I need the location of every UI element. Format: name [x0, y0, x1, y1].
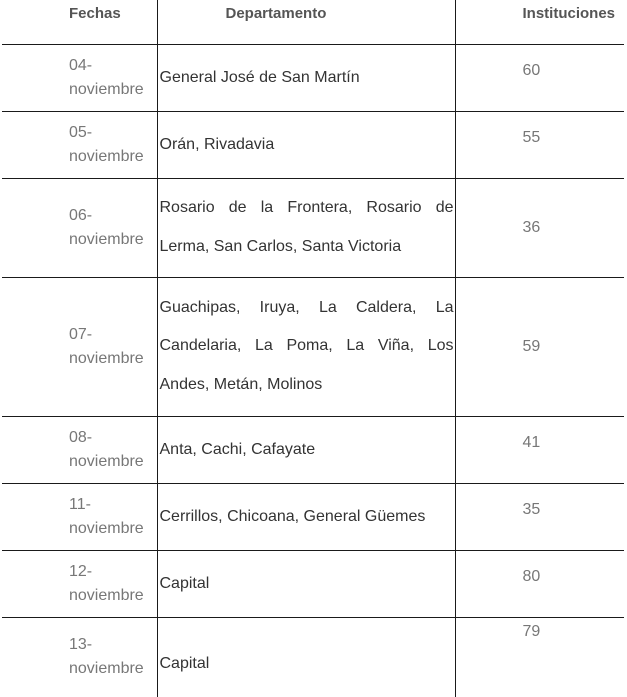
instituciones-cell: 60: [455, 44, 624, 111]
fecha-cell: [2, 111, 157, 178]
fecha-day: 04-: [69, 56, 93, 74]
fecha-month: noviembre: [69, 80, 144, 98]
fecha-month: noviembre: [69, 230, 144, 248]
fecha-day: 11-: [69, 495, 91, 513]
instituciones-cell: 36: [455, 178, 624, 277]
instituciones-cell: 35: [455, 483, 624, 550]
departamento-cell: Capital: [157, 617, 455, 697]
fecha-month: noviembre: [69, 147, 144, 165]
departamento-cell: Capital: [157, 550, 455, 617]
table-row: [2, 178, 624, 277]
instituciones-cell: 41: [455, 416, 624, 483]
fecha-cell: [2, 617, 157, 697]
fecha-day: 08-: [69, 428, 93, 446]
fecha-cell: [2, 416, 157, 483]
departamento-cell: Rosario de la Frontera, Rosario de Lerma, San Carlos, Santa Victoria: [157, 178, 455, 277]
schedule-table: [2, 0, 624, 697]
table-row: [2, 277, 624, 416]
instituciones-cell: 79: [455, 617, 624, 697]
instituciones-cell: 59: [455, 277, 624, 416]
table-row: [2, 550, 624, 617]
departamento-cell: Guachipas, Iruya, La Caldera, La Candelaria, La Poma, La Viña, Los Andes, Metán, Molinos: [157, 277, 455, 416]
fecha-day: 07-: [69, 325, 93, 343]
instituciones-cell: 80: [455, 550, 624, 617]
fecha-month: noviembre: [69, 586, 144, 604]
header-departamento: Departamento: [157, 0, 455, 44]
departamento-cell: General José de San Martín: [157, 44, 455, 111]
fecha-day: 12-: [69, 562, 93, 580]
fecha-month: noviembre: [69, 519, 144, 537]
fecha-cell: [2, 277, 157, 416]
fecha-month: noviembre: [69, 660, 144, 678]
fecha-cell: [2, 483, 157, 550]
fecha-month: noviembre: [69, 452, 144, 470]
departamento-cell: Anta, Cachi, Cafayate: [157, 416, 455, 483]
header-fechas: Fechas: [2, 0, 157, 44]
table-row: [2, 483, 624, 550]
table-row: [2, 416, 624, 483]
table-header-row: [2, 0, 624, 44]
fecha-day: 13-: [69, 636, 93, 654]
departamento-cell: Cerrillos, Chicoana, General Güemes: [157, 483, 455, 550]
fecha-day: 06-: [69, 206, 93, 224]
fecha-month: noviembre: [69, 349, 144, 367]
fecha-cell: [2, 178, 157, 277]
instituciones-cell: 55: [455, 111, 624, 178]
fecha-cell: [2, 44, 157, 111]
header-instituciones: Instituciones: [455, 0, 624, 44]
table-row: [2, 617, 624, 697]
fecha-day: 05-: [69, 123, 93, 141]
fecha-cell: [2, 550, 157, 617]
table-row: [2, 44, 624, 111]
table-row: [2, 111, 624, 178]
departamento-cell: Orán, Rivadavia: [157, 111, 455, 178]
